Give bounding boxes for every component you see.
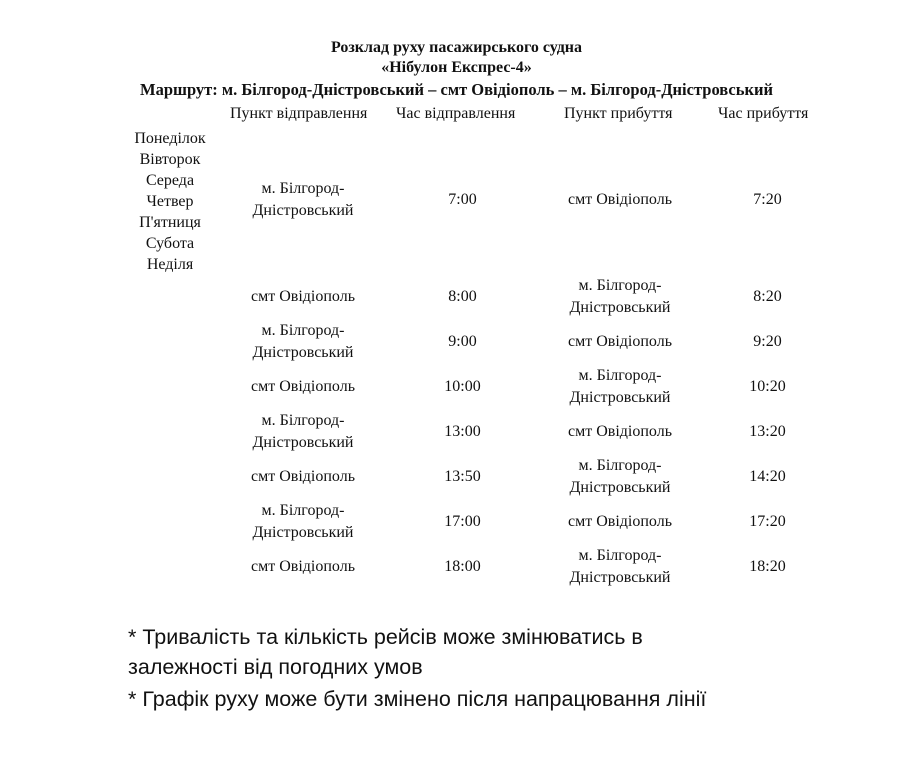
departure-point xyxy=(228,500,378,544)
arrival-point-text: м. Білгород- xyxy=(578,547,662,564)
arrival-time-text: 17:20 xyxy=(749,513,786,530)
arrival-point xyxy=(545,275,695,319)
arrival-point-text: Дністровський xyxy=(569,569,671,586)
arrival-point-text: смт Овідіополь xyxy=(568,333,672,350)
day-label: Вівторок xyxy=(139,151,201,168)
departure-time xyxy=(405,511,520,533)
departure-time-text: 13:50 xyxy=(444,468,481,485)
departure-time xyxy=(405,189,520,211)
header-departure-time: Час відправлення xyxy=(396,105,516,122)
arrival-point-text: смт Овідіополь xyxy=(568,513,672,530)
departure-point-text: м. Білгород- xyxy=(261,180,345,197)
departure-point-text: Дністровський xyxy=(252,524,354,541)
arrival-point-text: м. Білгород- xyxy=(578,367,662,384)
arrival-point xyxy=(545,545,695,589)
arrival-time-text: 14:20 xyxy=(749,468,786,485)
departure-point-text: м. Білгород- xyxy=(261,502,345,519)
departure-point xyxy=(228,320,378,364)
arrival-time-text: 8:20 xyxy=(753,288,782,305)
title-line-1: Розклад руху пасажирського судна xyxy=(330,39,583,56)
departure-time xyxy=(405,421,520,443)
departure-time xyxy=(405,556,520,578)
departure-point xyxy=(228,556,378,578)
departure-point xyxy=(228,410,378,454)
route-line: Маршрут: м. Білгород-Дністровський – смт Овідіополь – м. Білгород-Дністровський xyxy=(140,80,773,99)
arrival-time xyxy=(715,286,820,308)
departure-time xyxy=(405,376,520,398)
departure-time xyxy=(405,466,520,488)
arrival-time xyxy=(715,556,820,578)
note-line-1: * Тривалість та кількість рейсів може змінюватись в xyxy=(128,625,643,649)
departure-point-text: смт Овідіополь xyxy=(251,468,355,485)
departure-point xyxy=(228,376,378,398)
departure-time-text: 9:00 xyxy=(448,333,477,350)
departure-point-text: м. Білгород- xyxy=(261,412,345,429)
departure-time-text: 18:00 xyxy=(444,558,481,575)
vessel-name: «Нібулон Експрес-4» xyxy=(381,59,532,76)
departure-time-text: 8:00 xyxy=(448,288,477,305)
departure-time-text: 17:00 xyxy=(444,513,481,530)
arrival-point xyxy=(545,511,695,533)
days-of-week xyxy=(120,128,220,275)
arrival-time-text: 9:20 xyxy=(753,333,782,350)
departure-point xyxy=(228,286,378,308)
note-line-2: залежності від погодних умов xyxy=(128,655,423,679)
arrival-point-text: Дністровський xyxy=(569,299,671,316)
arrival-time-text: 13:20 xyxy=(749,423,786,440)
departure-point-text: смт Овідіополь xyxy=(251,378,355,395)
departure-time-text: 7:00 xyxy=(448,191,477,208)
arrival-point xyxy=(545,331,695,353)
arrival-point xyxy=(545,365,695,409)
departure-point xyxy=(228,178,378,222)
arrival-time xyxy=(715,421,820,443)
departure-time xyxy=(405,286,520,308)
arrival-time-text: 7:20 xyxy=(753,191,782,208)
arrival-time xyxy=(715,511,820,533)
arrival-point-text: смт Овідіополь xyxy=(568,423,672,440)
day-label: Субота xyxy=(145,235,195,252)
arrival-point-text: смт Овідіополь xyxy=(568,191,672,208)
departure-point-text: Дністровський xyxy=(252,434,354,451)
arrival-time xyxy=(715,376,820,398)
arrival-time xyxy=(715,331,820,353)
departure-point-text: м. Білгород- xyxy=(261,322,345,339)
arrival-point-text: Дністровський xyxy=(569,389,671,406)
departure-time-text: 10:00 xyxy=(444,378,481,395)
arrival-point-text: м. Білгород- xyxy=(578,457,662,474)
header-arrival-time: Час прибуття xyxy=(718,105,809,122)
day-label: Неділя xyxy=(146,256,194,273)
departure-point-text: Дністровський xyxy=(252,344,354,361)
arrival-point-text: Дністровський xyxy=(569,479,671,496)
departure-time xyxy=(405,331,520,353)
arrival-time xyxy=(715,189,820,211)
departure-point-text: смт Овідіополь xyxy=(251,288,355,305)
arrival-point xyxy=(545,189,695,211)
arrival-time-text: 10:20 xyxy=(749,378,786,395)
departure-time-text: 13:00 xyxy=(444,423,481,440)
note-line-3: * Графік руху може бути змінено після напрацювання лінії xyxy=(128,687,707,711)
day-label: Середа xyxy=(145,172,195,189)
day-label: П'ятниця xyxy=(139,214,201,231)
arrival-point xyxy=(545,421,695,443)
arrival-time-text: 18:20 xyxy=(749,558,786,575)
arrival-time xyxy=(715,466,820,488)
day-label: Четвер xyxy=(146,193,194,210)
departure-point-text: Дністровський xyxy=(252,202,354,219)
header-departure-point: Пункт відправлення xyxy=(230,105,368,122)
departure-point-text: смт Овідіополь xyxy=(251,558,355,575)
day-label: Понеділок xyxy=(134,130,206,147)
departure-point xyxy=(228,466,378,488)
arrival-point-text: м. Білгород- xyxy=(578,277,662,294)
arrival-point xyxy=(545,455,695,499)
header-arrival-point: Пункт прибуття xyxy=(564,105,673,122)
